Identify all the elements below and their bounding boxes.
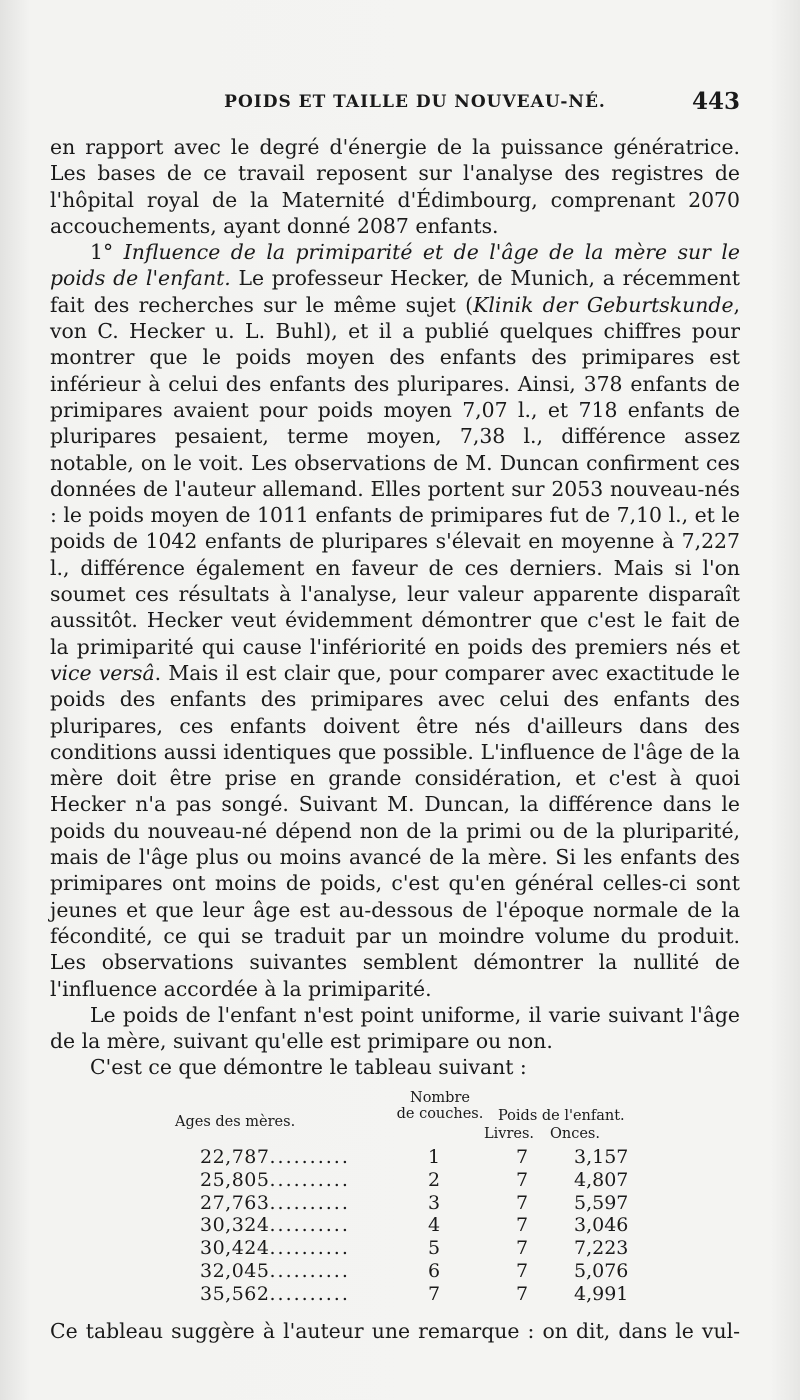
section-number: 1° xyxy=(90,240,114,265)
age-value: 35,562 xyxy=(200,1282,270,1305)
livres-cell: 7 xyxy=(515,1214,529,1237)
age-value: 32,045 xyxy=(200,1259,270,1282)
leader-dots: .......... xyxy=(269,1168,350,1191)
count-cell: 7 xyxy=(427,1282,441,1305)
livres-cell: 7 xyxy=(515,1146,529,1168)
paragraph: Le poids de l'enfant n'est point uniforme, il varie suivant l'âge de la mère, suivant qu'elle est primipare ou non. xyxy=(50,1002,740,1054)
data-table xyxy=(50,1086,740,1306)
age-cell xyxy=(200,1169,350,1191)
header-line: de couches. xyxy=(396,1106,484,1122)
table-row xyxy=(50,1260,740,1283)
table-row xyxy=(50,1146,740,1169)
body-text xyxy=(50,134,740,1081)
paragraph: en rapport avec le degré d'énergie de la puissance génératrice. Les bases de ce travail reposent sur l'analyse des registres de l'hôpital royal de la Maternité d'Édimbourg, comprenant 2070 accouchements, ayant donné 2087 enfants. xyxy=(50,135,740,238)
count-cell: 6 xyxy=(427,1259,441,1282)
livres-cell: 7 xyxy=(515,1282,529,1305)
leader-dots: .......... xyxy=(269,1214,350,1237)
age-cell xyxy=(200,1146,350,1168)
age-cell xyxy=(200,1192,350,1214)
table-row xyxy=(50,1283,740,1306)
age-cell xyxy=(200,1283,350,1305)
paragraph: C'est ce que démontre le tableau suivant : xyxy=(90,1055,527,1080)
leader-dots: .......... xyxy=(269,1146,350,1168)
leader-dots: .......... xyxy=(269,1282,350,1305)
table-row xyxy=(50,1192,740,1215)
leader-dots: .......... xyxy=(269,1237,350,1260)
onces-cell: 5,597 xyxy=(574,1191,629,1214)
count-cell: 1 xyxy=(427,1146,441,1168)
text-run: , von C. Hecker u. L. Buhl), et il a publié quelques chiffres pour montrer que le poids moyen des enfants des primipares est inférieur à celui des enfants des pluripares. Ainsi, 378 enfants de primipares avaient pour poids moyen 7,07 l., et 718 enfants de pluripares pesaient, terme moyen, 7,38 l., différence assez notable, on le voit. Les observations de M. Duncan confirment ces données de l'auteur allemand. Elles portent sur 2053 nouveau-nés : le poids moyen de 1011 enfants de primipares fut de 7,10 l., et le poids de 1042 enfants de pluripares s'élevait en moyenne à 7,227 l., différence également en faveur de ces derniers. Mais si l'on soumet ces résultats à l'analyse, leur valeur apparente disparaît aussitôt. Hecker veut évidemment démontrer que c'est le fait de la primiparité qui cause l'infériorité en poids des premiers nés et xyxy=(50,292,740,659)
onces-cell: 7,223 xyxy=(574,1237,629,1260)
latin-phrase: vice versâ xyxy=(50,660,155,685)
count-cell: 2 xyxy=(427,1168,441,1191)
column-header-count xyxy=(390,1090,490,1122)
livres-cell: 7 xyxy=(515,1191,529,1214)
age-value: 30,424 xyxy=(200,1237,270,1260)
count-cell: 4 xyxy=(427,1214,441,1237)
count-cell: 5 xyxy=(427,1237,441,1260)
column-header-ages: Ages des mères. xyxy=(175,1114,296,1130)
header-line: Nombre xyxy=(410,1090,470,1106)
age-cell xyxy=(200,1214,350,1236)
count-cell: 3 xyxy=(427,1191,441,1214)
reference-title: Klinik der Geburtskunde xyxy=(473,292,734,317)
column-header-weight: Poids de l'enfant. xyxy=(498,1108,625,1124)
age-value: 22,787 xyxy=(200,1146,270,1168)
section-heading: Influence de la primiparité et de l'âge de la mère sur le poids de l'enfant. xyxy=(50,240,740,291)
age-value: 30,324 xyxy=(200,1214,270,1237)
onces-cell: 3,157 xyxy=(574,1146,629,1168)
page-header xyxy=(50,88,740,124)
onces-cell: 5,076 xyxy=(574,1259,629,1282)
running-title: POIDS ET TAILLE DU NOUVEAU-NÉ. xyxy=(224,92,606,112)
onces-cell: 4,807 xyxy=(574,1168,629,1191)
livres-cell: 7 xyxy=(515,1259,529,1282)
text-run: Le professeur Hecker, de Munich, a récemment fait des recherches sur le même sujet ( xyxy=(50,266,740,317)
onces-cell: 4,991 xyxy=(574,1282,629,1305)
table-row xyxy=(50,1237,740,1260)
age-cell xyxy=(200,1237,350,1259)
page-number: 443 xyxy=(691,88,740,115)
column-header-livres: Livres. xyxy=(484,1126,535,1142)
continuation-line: Ce tableau suggère à l'auteur une remarque : on dit, dans le vul- xyxy=(50,1319,740,1343)
table-row xyxy=(50,1214,740,1237)
livres-cell: 7 xyxy=(515,1237,529,1260)
table-row xyxy=(50,1169,740,1192)
column-header-onces: Onces. xyxy=(550,1126,600,1142)
paragraph-section-1 xyxy=(50,239,740,1002)
livres-cell: 7 xyxy=(515,1168,529,1191)
age-value: 25,805 xyxy=(200,1168,270,1191)
table-body xyxy=(50,1146,740,1306)
onces-cell: 3,046 xyxy=(574,1214,629,1237)
age-value: 27,763 xyxy=(200,1191,270,1214)
age-cell xyxy=(200,1260,350,1282)
leader-dots: .......... xyxy=(269,1259,350,1282)
leader-dots: .......... xyxy=(269,1191,350,1214)
text-run: . Mais il est clair que, pour comparer avec exactitude le poids des enfants des primipares avec celui des enfants des pluripares, ces enfants doivent être nés d'ailleurs dans des conditions aussi identiques que possible. L'influence de l'âge de la mère doit être prise en grande considération, et c'est à quoi Hecker n'a pas songé. Suivant M. Duncan, la différence dans le poids du nouveau-né dépend non de la primi ou de la pluriparité, mais de l'âge plus ou moins avancé de la mère. Si les enfants des primipares ont moins de poids, c'est qu'en général celles-ci sont jeunes et que leur âge est au-dessous de l'époque normale de la fécondité, ce qui se traduit par un moindre volume du produit. Les observations suivantes semblent démontrer la nullité de l'influence accordée à la primiparité. xyxy=(50,660,740,1001)
